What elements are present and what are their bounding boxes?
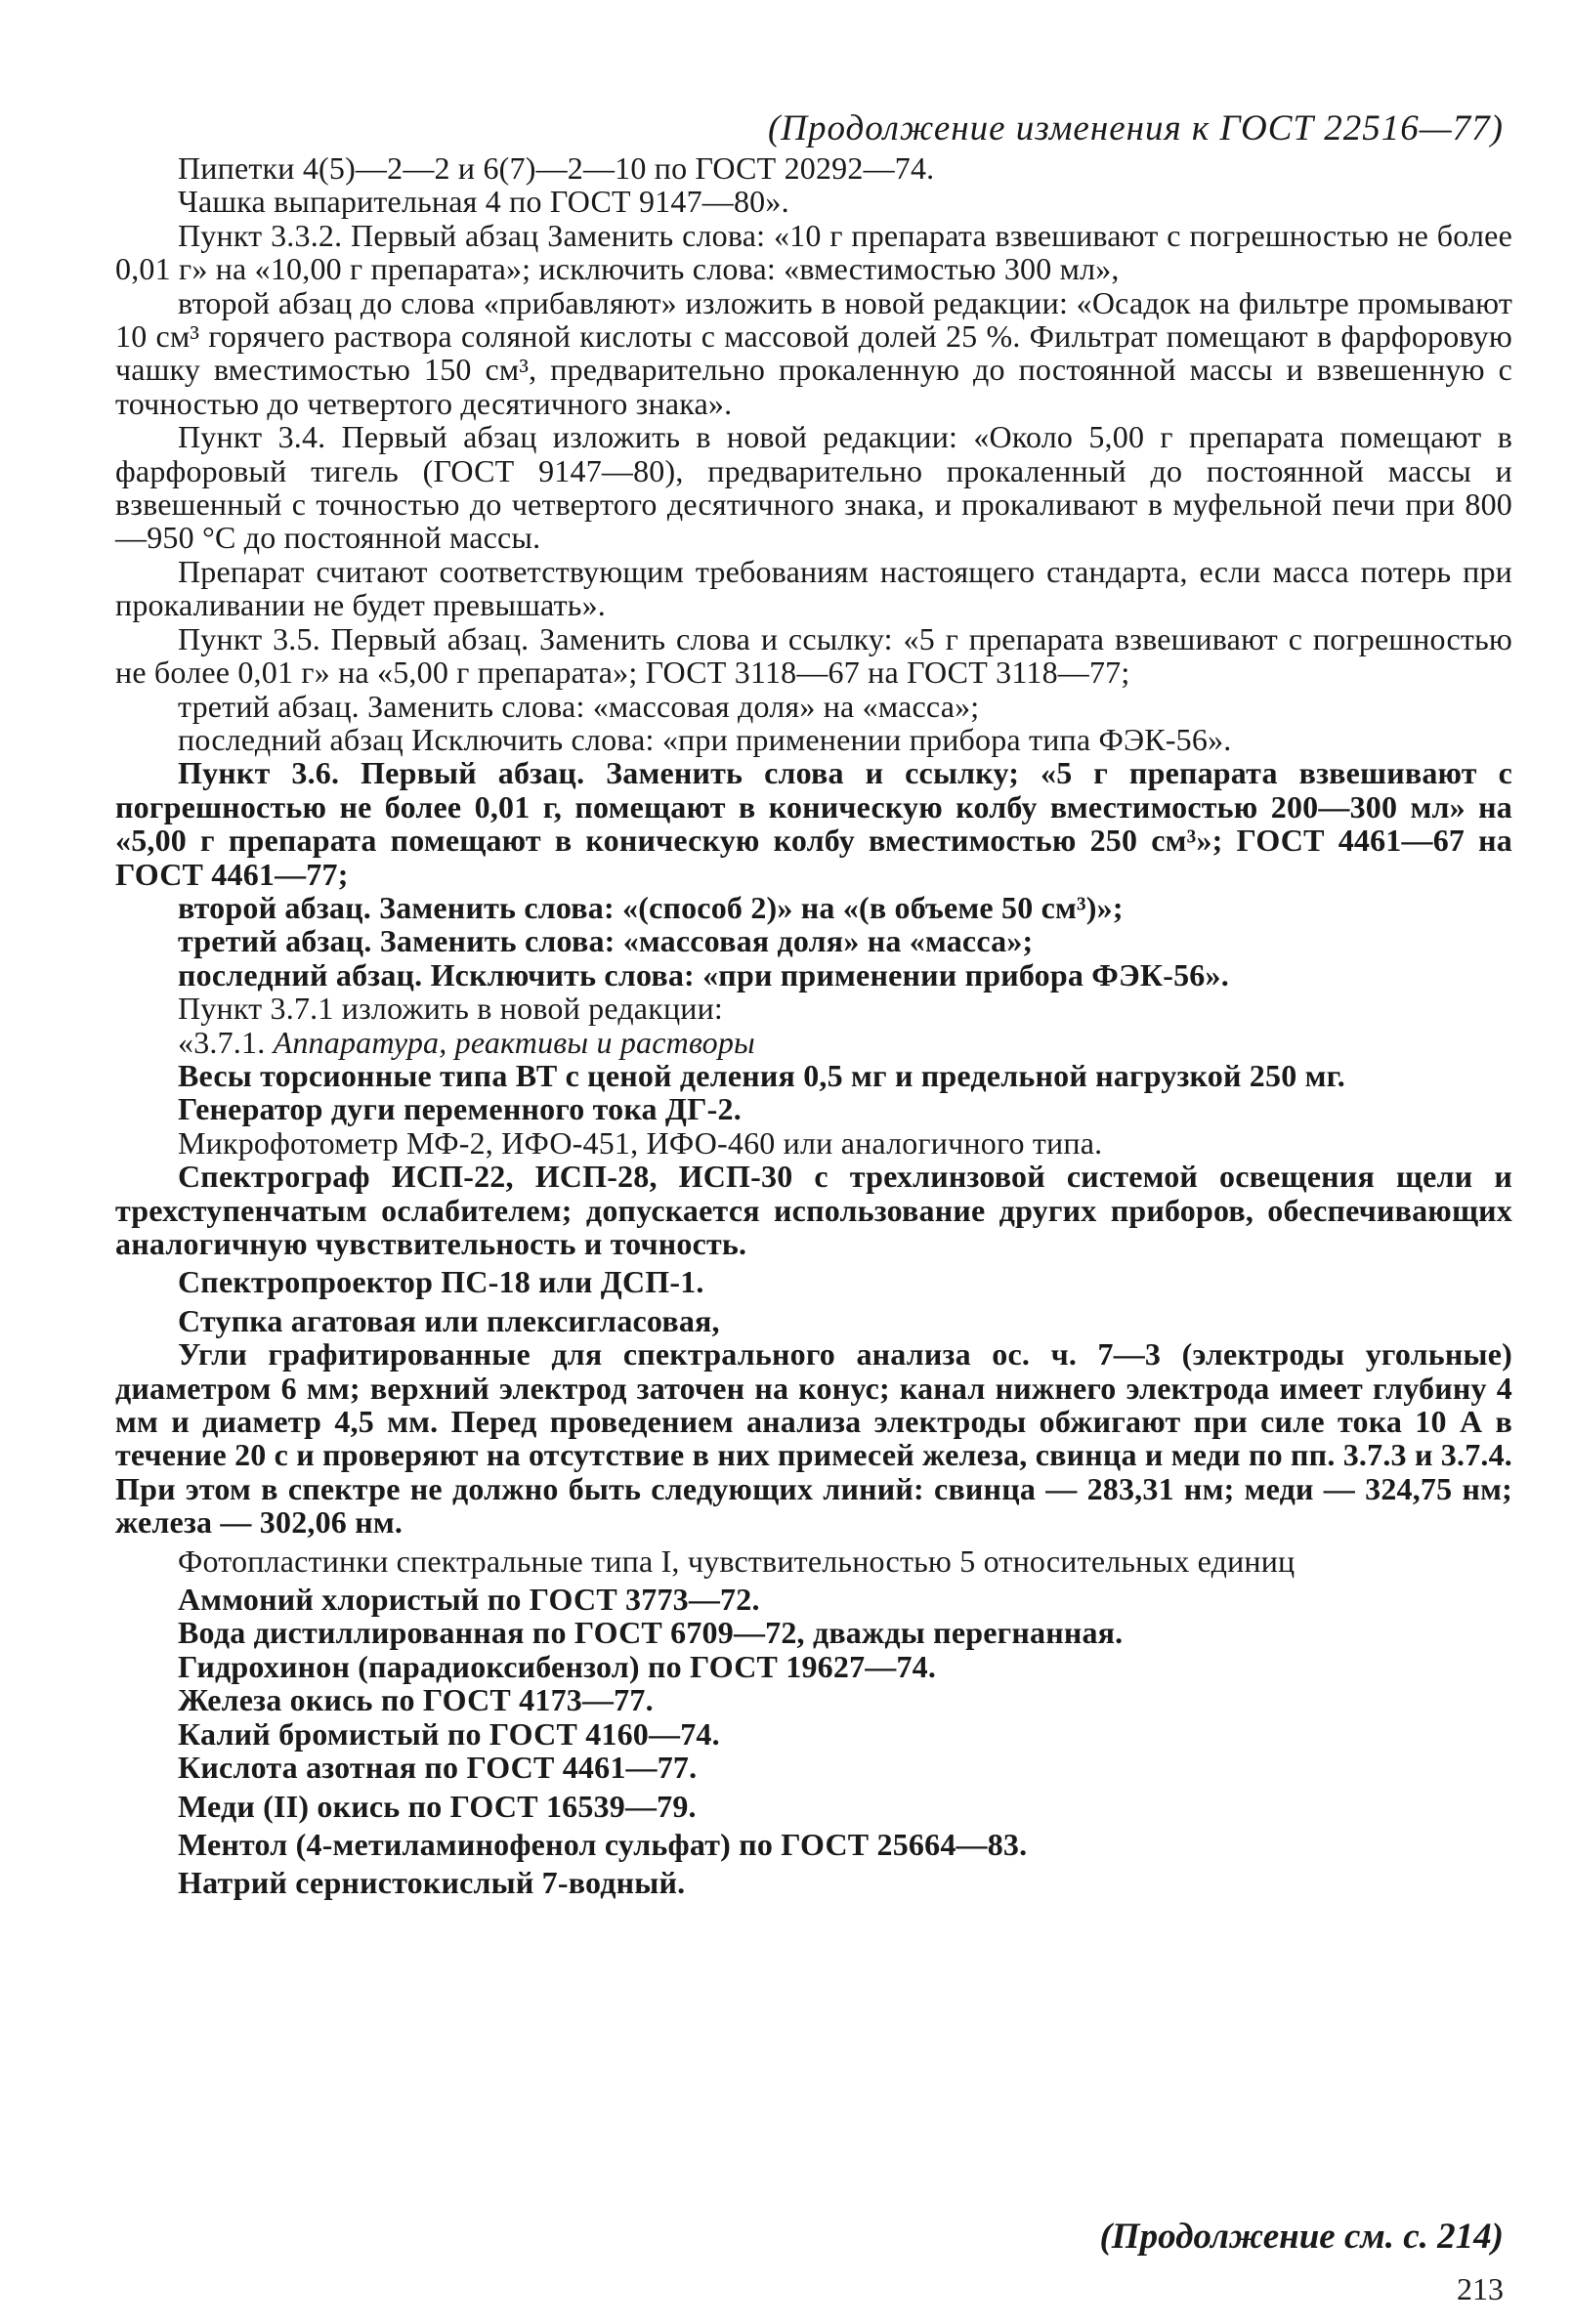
- paragraph-photoplates: Фотопластинки спектральные типа I, чувствительностью 5 относительных единиц: [178, 1542, 1296, 1579]
- paragraph-distilled-water: Вода дистиллированная по ГОСТ 6709—72, дважды перегнанная.: [178, 1615, 1124, 1651]
- paragraph-third-abzac-3-5: третий абзац. Заменить слова: «массовая доля» на «масса»;: [178, 688, 980, 724]
- paragraph-copper-oxide: Меди (II) окись по ГОСТ 16539—79.: [178, 1788, 697, 1824]
- paragraph-microphotometer: Микрофотометр МФ-2, ИФО-451, ИФО-460 или аналогичного типа.: [178, 1124, 1103, 1161]
- paragraph-preparation-compliance: Препарат считают соответствующим требованиям настоящего стандарта, если масса потерь при прокаливании не будет превышать».: [115, 553, 1512, 623]
- paragraph-mortar: Ступка агатовая или плексигласовая,: [178, 1302, 720, 1338]
- paragraph-nitric-acid: Кислота азотная по ГОСТ 4461—77.: [178, 1750, 698, 1786]
- paragraph-pipettes: Пипетки 4(5)—2—2 и 6(7)—2—10 по ГОСТ 20292—74.: [178, 150, 935, 186]
- continuation-note: (Продолжение см. с. 214): [1099, 2217, 1504, 2257]
- paragraph-clause-3-4: Пункт 3.4. Первый абзац изложить в новой редакции: «Около 5,00 г препарата помещают в фарфоровый тигель (ГОСТ 9147—80), предварительно прокаленный до постоянной массы и взвешенный с точностью до четвертого десятичного знака, и прокаливают в муфельной печи при 800—950 °С до постоянной массы.: [115, 419, 1512, 556]
- paragraph-ammonium-chloride: Аммоний хлористый по ГОСТ 3773—72.: [178, 1582, 760, 1618]
- paragraph-clause-3-5: Пункт 3.5. Первый абзац. Заменить слова и ссылку: «5 г препарата взвешивают с погрешностью не более 0,01 г» на «5,00 г препарата»; ГОСТ 3118—67 на ГОСТ 3118—77;: [115, 620, 1512, 691]
- paragraph-spectrograph: Спектрограф ИСП-22, ИСП-28, ИСП-30 с трехлинзовой системой освещения щели и трехступенчатым ослабителем; допускается использование других приборов, обеспечивающих аналогичную чувствительность и точность.: [115, 1159, 1512, 1261]
- paragraph-section-title: [115, 1026, 1512, 1059]
- paragraph-last-abzac-3-5: последний абзац Исключить слова: «при применении прибора типа ФЭК-56».: [178, 721, 1232, 757]
- paragraph-sodium-sulfite: Натрий сернистокислый 7-водный.: [178, 1865, 686, 1901]
- paragraph-hydroquinone: Гидрохинон (парадиоксибензол) по ГОСТ 19627—74.: [178, 1648, 937, 1684]
- paragraph-evaporating-dish: Чашка выпарительная 4 по ГОСТ 9147—80».: [178, 184, 789, 220]
- paragraph-clause-3-6: Пункт 3.6. Первый абзац. Заменить слова и ссылку; «5 г препарата взвешивают с погрешностью не более 0,01 г, помещают в коническую колбу вместимостью 200—300 мл» на «5,00 г препарата помещают в коническую колбу вместимостью 250 см³»; ГОСТ 4461—67 на ГОСТ 4461—77;: [115, 755, 1512, 892]
- paragraph-clause-3-3-2: Пункт 3.3.2. Первый абзац Заменить слова: «10 г препарата взвешивают с погрешностью не более 0,01 г» на «10,00 г препарата»; исключить слова: «вместимостью 300 мл»,: [115, 217, 1512, 287]
- paragraph-iron-oxide: Железа окись по ГОСТ 4173—77.: [178, 1682, 654, 1718]
- page-number: 213: [1457, 2271, 1504, 2306]
- section-title-italic: Аппаратура, реактивы и растворы: [273, 1024, 755, 1060]
- paragraph-spectroprojector: Спектропроектор ПС-18 или ДСП-1.: [178, 1264, 704, 1300]
- running-header: (Продолжение изменения к ГОСТ 22516—77): [767, 108, 1504, 148]
- paragraph-second-abzac-3-3-2: второй абзац до слова «прибавляют» изложить в новой редакции: «Осадок на фильтре промывают 10 см³ горячего раствора соляной кислоты с массовой долей 25 %. Фильтрат помещают в фарфоровую чашку вместимостью 150 см³, предварительно прокаленную до постоянной массы и взвешенную с точностью до четвертого десятичного знака».: [115, 284, 1512, 421]
- document-body: [115, 151, 1512, 1900]
- paragraph-last-abzac-3-6: последний абзац. Исключить слова: «при применении прибора ФЭК-56».: [178, 956, 1229, 993]
- section-number: «3.7.1.: [178, 1024, 274, 1060]
- paragraph-potassium-bromide: Калий бромистый по ГОСТ 4160—74.: [178, 1715, 720, 1752]
- paragraph-metol: Ментол (4-метиламинофенол сульфат) по ГОСТ 25664—83.: [178, 1826, 1028, 1862]
- paragraph-graphite-electrodes: Угли графитированные для спектрального анализа ос. ч. 7—3 (электроды угольные) диаметром 6 мм; верхний электрод заточен на конус; канал нижнего электрода имеет глубину 4 мм и диаметр 4,5 мм. Перед проведением анализа электроды обжигают при силе тока 10 А в течение 20 с и проверяют на отсутствие в них примесей железа, свинца и меди по пп. 3.7.3 и 3.7.4. При этом в спектре не должно быть следующих линий: свинца — 283,31 нм; меди — 324,75 нм; железа — 302,06 нм.: [115, 1336, 1512, 1541]
- paragraph-second-abzac-3-6: второй абзац. Заменить слова: «(способ 2)» на «(в объеме 50 см³)»;: [178, 889, 1124, 925]
- paragraph-arc-generator: Генератор дуги переменного тока ДГ-2.: [178, 1091, 742, 1127]
- paragraph-torsion-balance: Весы торсионные типа ВТ с ценой деления 0,5 мг и предельной нагрузкой 250 мг.: [178, 1057, 1345, 1093]
- paragraph-clause-3-7-1: Пункт 3.7.1 изложить в новой редакции:: [178, 991, 724, 1027]
- paragraph-third-abzac-3-6: третий абзац. Заменить слова: «массовая доля» на «масса»;: [178, 923, 1034, 959]
